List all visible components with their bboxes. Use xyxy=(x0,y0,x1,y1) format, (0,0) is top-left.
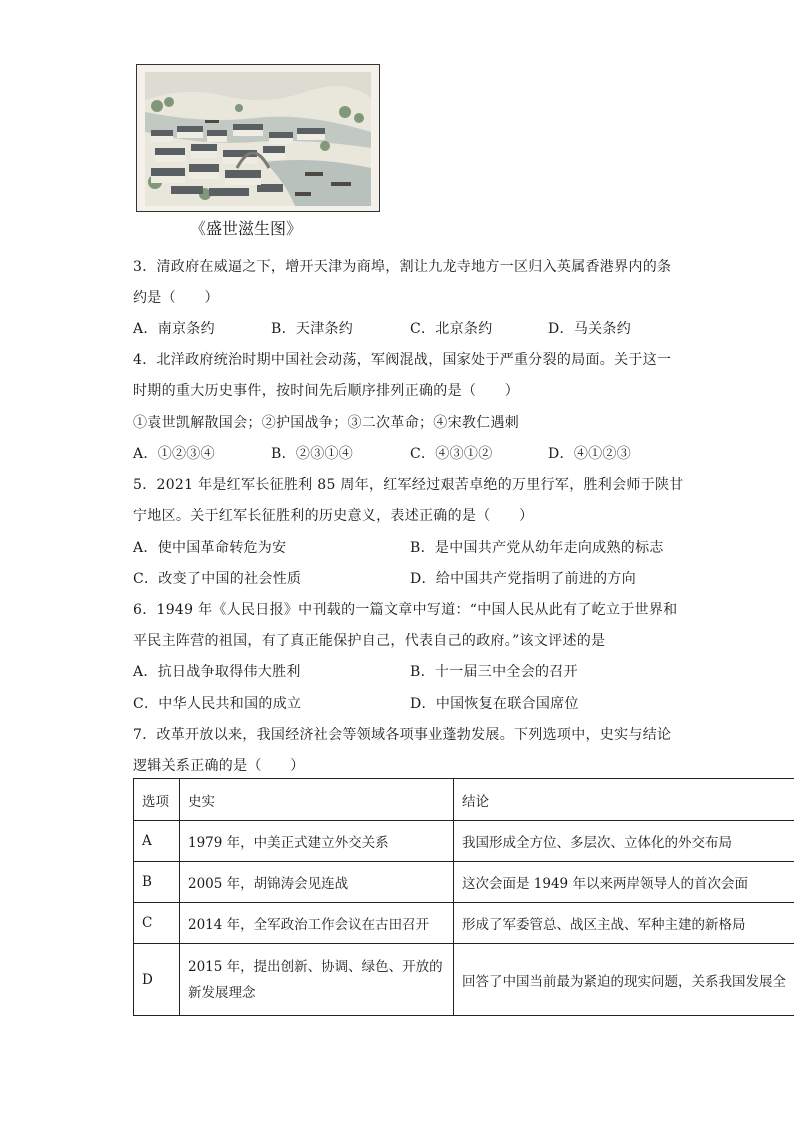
q5-stem-line2: 宁地区。关于红军长征胜利的历史意义，表述正确的是（ ） xyxy=(133,508,534,524)
header-option: 选项 xyxy=(134,779,180,821)
painting-figure xyxy=(136,64,380,212)
figure-caption: 《盛世滋生图》 xyxy=(190,219,303,238)
row-option: B xyxy=(134,862,180,903)
q5-stem-line1: 5．2021 年是红军长征胜利 85 周年，红军经过艰苦卓绝的万里行军，胜利会师于陕甘 xyxy=(133,477,684,493)
q7-stem-line1: 7．改革开放以来，我国经济社会等领域各项事业蓬勃发展。下列选项中，史实与结论 xyxy=(133,727,672,743)
q3-option-a: A．南京条约 xyxy=(133,321,215,337)
table-row xyxy=(134,862,794,903)
q3-stem-line2: 约是（ ） xyxy=(133,290,219,306)
q4-stem-line2: 时期的重大历史事件，按时间先后顺序排列正确的是（ ） xyxy=(133,383,520,399)
header-fact: 史实 xyxy=(180,779,454,821)
q7-table xyxy=(133,778,794,1016)
q5-option-d: D．给中国共产党指明了前进的方向 xyxy=(410,571,637,587)
row-fact: 2015 年，提出创新、协调、绿色、开放的新发展理念 xyxy=(180,944,454,1016)
painting-image xyxy=(145,72,371,206)
q4-option-d: D．④①②③ xyxy=(548,446,632,462)
row-fact: 1979 年，中美正式建立外交关系 xyxy=(180,821,454,862)
q3-stem-line1: 3．清政府在威逼之下，增开天津为商埠，割让九龙寺地方一区归入英属香港界内的条 xyxy=(133,259,672,275)
row-conclusion: 我国形成全方位、多层次、立体化的外交布局 xyxy=(454,821,794,862)
q3-option-c: C．北京条约 xyxy=(410,321,493,337)
q4-option-c: C．④③①② xyxy=(410,446,493,462)
row-option: D xyxy=(134,944,180,1016)
row-fact: 2014 年，全军政治工作会议在古田召开 xyxy=(180,903,454,944)
header-conclusion: 结论 xyxy=(454,779,794,821)
q6-option-d: D．中国恢复在联合国席位 xyxy=(410,696,579,712)
table-row xyxy=(134,944,794,1016)
q4-stem-line1: 4．北洋政府统治时期中国社会动荡，军阀混战，国家处于严重分裂的局面。关于这一 xyxy=(133,352,672,368)
q6-stem-line1: 6．1949 年《人民日报》中刊载的一篇文章中写道：“中国人民从此有了屹立于世界和 xyxy=(133,602,678,618)
row-conclusion: 回答了中国当前最为紧迫的现实问题，关系我国发展全 xyxy=(454,944,794,1016)
q5-option-c: C．改变了中国的社会性质 xyxy=(133,571,302,587)
q5-option-b: B．是中国共产党从幼年走向成熟的标志 xyxy=(410,540,664,556)
q7-stem-line2: 逻辑关系正确的是（ ） xyxy=(133,758,305,774)
q4-option-b: B．②③①④ xyxy=(271,446,354,462)
q6-stem-line2: 平民主阵营的祖国，有了真正能保护自己，代表自己的政府。”该文评述的是 xyxy=(133,633,606,649)
table-row xyxy=(134,821,794,862)
row-conclusion: 这次会面是 1949 年以来两岸领导人的首次会面 xyxy=(454,862,794,903)
table-header-row xyxy=(134,779,794,821)
q6-option-b: B．十一届三中全会的召开 xyxy=(410,664,578,680)
row-conclusion: 形成了军委管总、战区主战、军种主建的新格局 xyxy=(454,903,794,944)
q4-option-a: A．①②③④ xyxy=(133,446,215,462)
table-row xyxy=(134,903,794,944)
q4-events: ①袁世凯解散国会；②护国战争；③二次革命；④宋教仁遇刺 xyxy=(133,415,520,431)
q3-option-b: B．天津条约 xyxy=(271,321,354,337)
q3-option-d: D．马关条约 xyxy=(548,321,632,337)
row-option: C xyxy=(134,903,180,944)
q5-option-a: A．使中国革命转危为安 xyxy=(133,540,287,556)
q6-option-c: C．中华人民共和国的成立 xyxy=(133,696,302,712)
q6-option-a: A．抗日战争取得伟大胜利 xyxy=(133,664,301,680)
row-option: A xyxy=(134,821,180,862)
row-fact: 2005 年，胡锦涛会见连战 xyxy=(180,862,454,903)
